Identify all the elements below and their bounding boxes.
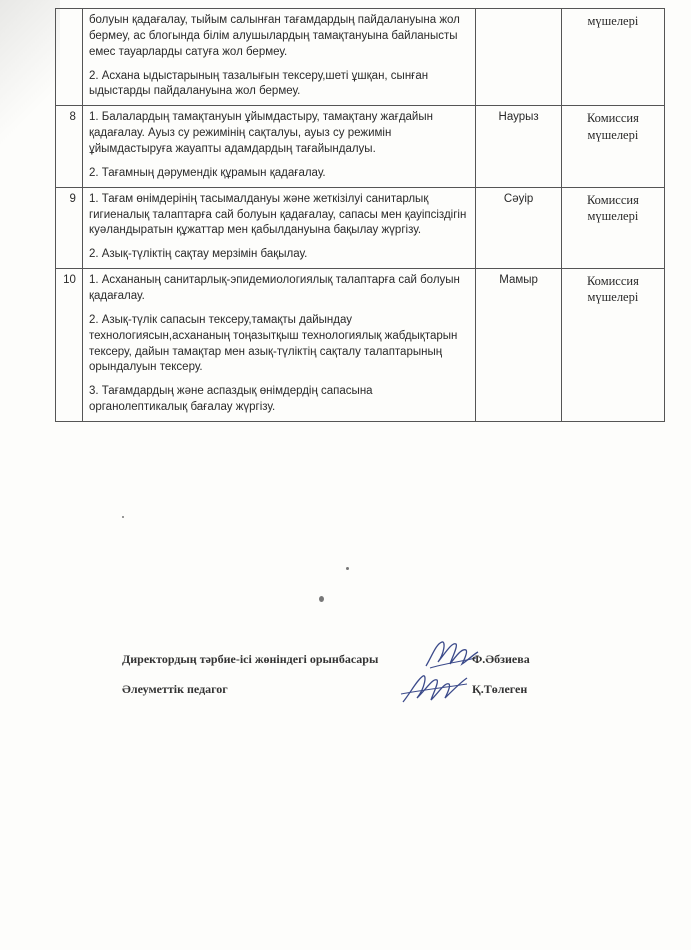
table-row bbox=[56, 9, 665, 106]
activity-item: 2. Азық-түлік сапасын тексеру,тамақты дайындау технологиясын,асхананың тоңазытқыш технологиялық жабдықтарын тексеру, дайын тамақтар мен азық-түліктің сақталу талаптарының орындалуын тексеру. bbox=[88, 313, 458, 374]
signature-block bbox=[122, 646, 582, 706]
activity-item: 2. Азық-түліктің сақтау мерзімін бақылау. bbox=[88, 248, 308, 261]
table-row bbox=[56, 187, 665, 268]
activity-item: 2. Тағамның дәрумендік құрамын қадағалау. bbox=[88, 166, 326, 179]
inspection-plan-table bbox=[55, 8, 665, 422]
activity-cell bbox=[82, 9, 475, 106]
signatory-title: Әлеуметтік педагог bbox=[122, 682, 228, 696]
signature-row-social-pedagogue bbox=[122, 676, 582, 706]
responsible-cell: Комиссия мүшелері bbox=[561, 187, 664, 268]
row-number: 10 bbox=[56, 269, 83, 422]
row-number bbox=[56, 9, 83, 106]
table-row bbox=[56, 269, 665, 422]
signature-row-deputy bbox=[122, 646, 582, 676]
scan-speck bbox=[122, 516, 124, 518]
responsible-cell: мүшелері bbox=[561, 9, 664, 106]
scan-speck bbox=[319, 596, 324, 602]
responsible-cell: Комиссия мүшелері bbox=[561, 106, 664, 187]
scan-speck bbox=[346, 567, 349, 570]
month-cell: Мамыр bbox=[476, 269, 561, 422]
activity-item: 1. Асхананың санитарлық-эпидемиологиялық талаптарға сай болуын қадағалау. bbox=[88, 274, 460, 303]
signatory-name: Қ.Төлеген bbox=[472, 682, 528, 696]
activity-item: болуын қадағалау, тыйым салынған тағамдардың пайдалануына жол бермеу, ас блогында білім алушылардың тамақтануына байланысты емес тауарларды сатуға жол бермеу. bbox=[88, 14, 460, 58]
activity-cell bbox=[82, 269, 475, 422]
month-cell bbox=[476, 9, 561, 106]
activity-item: 1. Тағам өнімдерінің тасымалдануы және жеткізілуі санитарлық гигиеналық талаптарға сай болуын қадағалау, сапасы мен қауіпсіздігін куәландыратын құжаттар мен қабылдануына бақылау жүргізу. bbox=[88, 192, 467, 237]
row-number: 8 bbox=[56, 106, 83, 187]
activity-cell bbox=[82, 106, 475, 187]
signatory-name: Ф.Әбзиева bbox=[472, 652, 530, 666]
table-row bbox=[56, 106, 665, 187]
activity-cell bbox=[82, 187, 475, 268]
handwritten-signature-icon bbox=[397, 668, 472, 708]
row-number: 9 bbox=[56, 187, 83, 268]
activity-item: 2. Асхана ыдыстарының тазалығын тексеру,шеті ұшқан, сынған ыдыстарды пайдалануына жол бермеу. bbox=[88, 69, 429, 98]
responsible-cell: Комиссия мүшелері bbox=[561, 269, 664, 422]
activity-item: 1. Балалардың тамақтануын ұйымдастыру, тамақтану жағдайын қадағалау. Ауыз су режимінің сақталуы, ауыз су режимін ұйымдастыруға жауапты адамдардың тағайындалуы. bbox=[88, 111, 433, 156]
scan-shadow bbox=[0, 0, 60, 150]
month-cell: Наурыз bbox=[476, 106, 561, 187]
signatory-title: Директордың тәрбие-ісі жөніндегі орынбасары bbox=[122, 652, 379, 666]
activity-item: 3. Тағамдардың және аспаздық өнімдердің сапасына органолептикалық бағалау жүргізу. bbox=[88, 385, 373, 414]
month-cell: Сәуір bbox=[476, 187, 561, 268]
